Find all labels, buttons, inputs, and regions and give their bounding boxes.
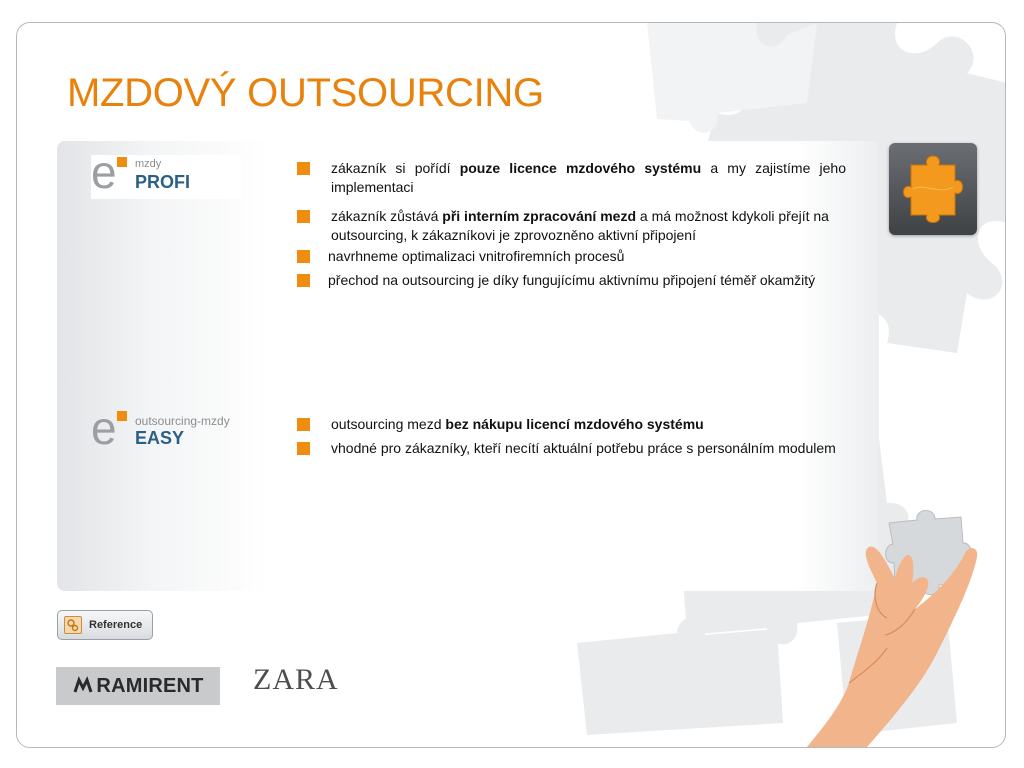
- bullet-item: přechod na outsourcing je díky fungujícímu aktivnímu připojení téměř okamžitý: [328, 271, 898, 290]
- ramirent-logo-text: RAMIRENT: [96, 674, 204, 697]
- slide-title: MZDOVÝ OUTSOURCING: [67, 71, 544, 115]
- bullet-item: zákazník si pořídí pouze licence mzdového systému a my zajistíme jeho implementaci: [331, 159, 846, 197]
- slide: [16, 22, 1006, 748]
- reference-button-label: Reference: [89, 619, 143, 631]
- bullet-item: vhodné pro zákazníky, kteří necítí aktuální potřebu práce s personálním modulem: [331, 439, 851, 458]
- logo-small-text: outsourcing-mzdy: [135, 414, 230, 428]
- logo-small-text: mzdy: [135, 158, 162, 170]
- logo-letter: e: [91, 146, 117, 198]
- bullet-item: zákazník zůstává při interním zpracování mezd a má možnost kdykoli přejít na outsourcing, k zákazníkovi je zprovozněno aktivní připojení: [331, 207, 891, 245]
- ramirent-logo: [56, 667, 220, 705]
- zara-logo: ZARA: [253, 663, 339, 696]
- bullet-item: navrhneme optimalizaci vnitrofiremních procesů: [328, 247, 888, 266]
- logo-big-text: PROFI: [135, 172, 191, 192]
- logo-big-text: EASY: [135, 428, 185, 448]
- reference-button[interactable]: [57, 610, 153, 640]
- reference-icon: [64, 616, 82, 634]
- hand-holding-puzzle: [17, 23, 1005, 747]
- bullet-item: outsourcing mezd bez nákupu licencí mzdového systému: [331, 415, 871, 434]
- ramirent-mark-icon: [72, 676, 94, 696]
- logo-letter: e: [91, 402, 117, 454]
